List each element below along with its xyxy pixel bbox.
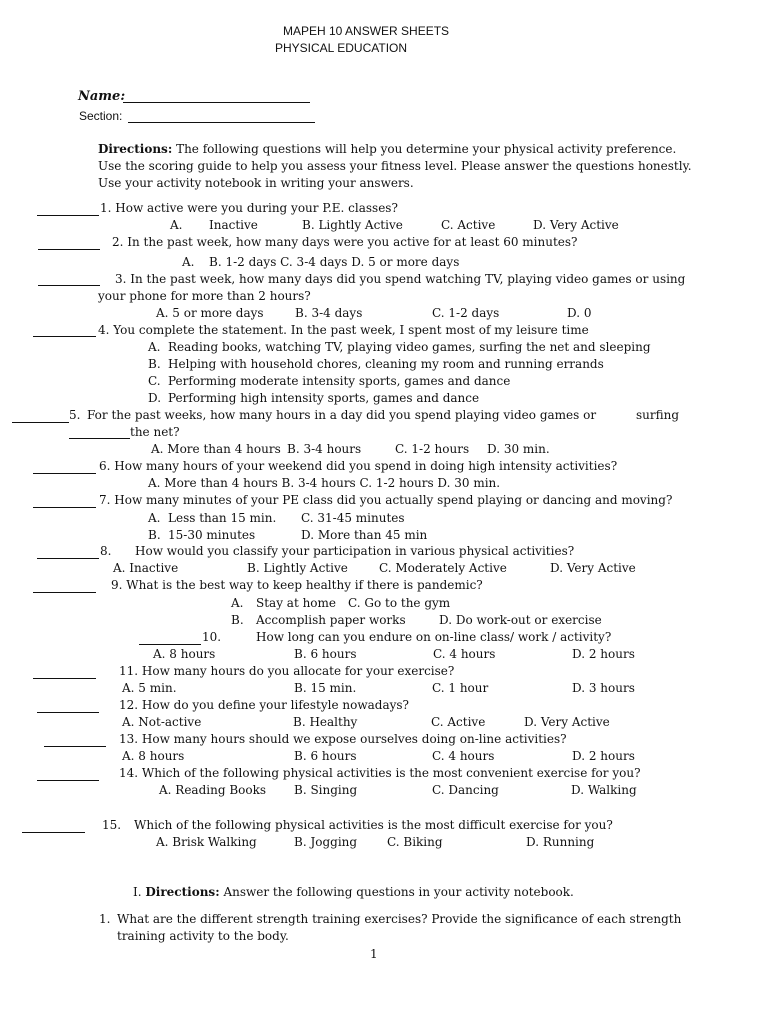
directions-line-3: Use your activity notebook in writing your answers. [98, 176, 414, 190]
question-8-number: 8. [100, 544, 112, 558]
q13-option-a: A. 8 hours [122, 749, 185, 763]
q14-option-d: D. Walking [571, 783, 637, 797]
directions-line-1: Directions: The following questions will help you determine your physical activity preference. [98, 142, 677, 156]
answer-blank-14[interactable] [37, 767, 99, 781]
q4-option-d-letter: D. [148, 391, 162, 405]
q10-option-a: A. 8 hours [153, 647, 216, 661]
question-5-end: surfing [636, 408, 680, 422]
q5-option-d: D. 30 min. [487, 442, 550, 456]
directions-line-2: Use the scoring guide to help you assess your fitness level. Please answer the questions honestly. [98, 159, 692, 173]
question-11: 11. How many hours do you allocate for your exercise? [119, 664, 455, 678]
page-number: 1 [370, 947, 378, 961]
q5-option-a: A. More than 4 hours [151, 442, 281, 456]
q1-option-d: D. Very Active [533, 218, 619, 232]
answer-blank-12[interactable] [37, 699, 99, 713]
q1-option-a-letter: A. [170, 218, 183, 232]
question-14: 14. Which of the following physical activities is the most convenient exercise for you? [119, 766, 641, 780]
answer-blank-5[interactable] [12, 409, 69, 423]
answer-blank-3[interactable] [38, 272, 100, 286]
q11-option-d: D. 3 hours [572, 681, 635, 695]
q7-option-b: 15-30 minutes [168, 528, 256, 542]
answer-blank-7[interactable] [33, 494, 96, 508]
q13-option-c: C. 4 hours [432, 749, 495, 763]
q3-option-d: D. 0 [567, 306, 592, 320]
question-8: How would you classify your participation in various physical activities? [135, 544, 575, 558]
question-10: How long can you endure on on-line class/ work / activity? [256, 630, 612, 644]
answer-blank-15[interactable] [22, 819, 85, 833]
section-2-item-line-1: What are the different strength training exercises? Provide the significance of each strength [117, 912, 682, 926]
q10-option-b: B. 6 hours [294, 647, 357, 661]
q4-option-a: Reading books, watching TV, playing video games, surfing the net and sleeping [168, 340, 651, 354]
question-15: Which of the following physical activities is the most difficult exercise for you? [134, 818, 613, 832]
q8-option-c: C. Moderately Active [379, 561, 507, 575]
q1-option-c: C. Active [441, 218, 496, 232]
q12-option-c: C. Active [431, 715, 486, 729]
directions-label: Directions: [98, 142, 173, 156]
q5-option-c: C. 1-2 hours [395, 442, 470, 456]
q9-option-a-letter: A. [231, 596, 244, 610]
section-2-item-line-2: training activity to the body. [117, 929, 289, 943]
question-5-number: 5. [69, 408, 81, 422]
q14-option-b: B. Singing [294, 783, 358, 797]
question-7: 7. How many minutes of your PE class did you actually spend playing or dancing and moving? [99, 493, 673, 507]
q11-option-a: A. 5 min. [122, 681, 177, 695]
q10-option-d: D. 2 hours [572, 647, 635, 661]
q4-option-a-letter: A. [148, 340, 161, 354]
q9-option-b: Accomplish paper works [256, 613, 406, 627]
q10-option-c: C. 4 hours [433, 647, 496, 661]
q4-option-c-letter: C. [148, 374, 161, 388]
q15-option-c: C. Biking [387, 835, 443, 849]
answer-blank-5b[interactable] [69, 425, 130, 439]
q4-option-b: Helping with household chores, cleaning my room and running errands [168, 357, 604, 371]
q9-option-b-letter: B. [231, 613, 244, 627]
answer-blank-13[interactable] [44, 733, 106, 747]
section-2-item-number: 1. [99, 912, 111, 926]
name-field[interactable] [123, 89, 310, 103]
question-3: 3. In the past week, how many days did you spend watching TV, playing video games or using [115, 272, 686, 286]
answer-blank-9[interactable] [33, 579, 96, 593]
question-15-number: 15. [102, 818, 122, 832]
q15-option-d: D. Running [526, 835, 595, 849]
q15-option-a: A. Brisk Walking [156, 835, 257, 849]
question-5-cont: the net? [130, 425, 180, 439]
q3-option-a: A. 5 or more days [156, 306, 264, 320]
q12-option-b: B. Healthy [293, 715, 358, 729]
question-9: 9. What is the best way to keep healthy if there is pandemic? [111, 578, 483, 592]
page-title: MAPEH 10 ANSWER SHEETS [283, 24, 450, 38]
q7-option-a-letter: A. [148, 511, 161, 525]
answer-blank-8[interactable] [37, 545, 99, 559]
q6-options: A. More than 4 hours B. 3-4 hours C. 1-2 hours D. 30 min. [148, 476, 501, 490]
question-5: For the past weeks, how many hours in a day did you spend playing video games or [87, 408, 597, 422]
q2-options: B. 1-2 days C. 3-4 days D. 5 or more days [209, 255, 460, 269]
q11-option-c: C. 1 hour [432, 681, 489, 695]
question-10-number: 10. [202, 630, 222, 644]
q8-option-a: A. Inactive [113, 561, 179, 575]
answer-blank-4[interactable] [33, 323, 96, 337]
q9-option-a: Stay at home [256, 596, 337, 610]
q7-option-b-letter: B. [148, 528, 161, 542]
q5-option-b: B. 3-4 hours [287, 442, 362, 456]
answer-blank-11[interactable] [33, 665, 96, 679]
q7-option-c: C. 31-45 minutes [301, 511, 405, 525]
section-2-directions: I. Directions: Answer the following questions in your activity notebook. [133, 885, 574, 899]
question-4: 4. You complete the statement. In the past week, I spent most of my leisure time [98, 323, 589, 337]
q4-option-d: Performing high intensity sports, games and dance [168, 391, 480, 405]
name-label: Name: [78, 89, 126, 104]
q9-option-c: C. Go to the gym [348, 596, 451, 610]
answer-blank-6[interactable] [33, 460, 96, 474]
q12-option-a: A. Not-active [122, 715, 202, 729]
page-subtitle: PHYSICAL EDUCATION [275, 41, 408, 55]
question-12: 12. How do you define your lifestyle nowadays? [119, 698, 409, 712]
q9-option-d: D. Do work-out or exercise [439, 613, 602, 627]
question-3-cont: your phone for more than 2 hours? [98, 289, 311, 303]
q8-option-d: D. Very Active [550, 561, 636, 575]
q14-option-c: C. Dancing [432, 783, 499, 797]
q13-option-d: D. 2 hours [572, 749, 635, 763]
q3-option-c: C. 1-2 days [432, 306, 500, 320]
section-label: Section: [79, 109, 123, 123]
q2-option-a-letter: A. [182, 255, 195, 269]
q12-option-d: D. Very Active [524, 715, 610, 729]
q4-option-b-letter: B. [148, 357, 161, 371]
q13-option-b: B. 6 hours [294, 749, 357, 763]
question-13: 13. How many hours should we expose ourselves doing on-line activities? [119, 732, 567, 746]
q1-option-a: Inactive [209, 218, 258, 232]
answer-blank-2[interactable] [38, 236, 100, 250]
q15-option-b: B. Jogging [294, 835, 358, 849]
answer-blank-1[interactable] [37, 202, 99, 216]
answer-blank-10[interactable] [139, 631, 201, 645]
section-field[interactable] [128, 109, 315, 123]
q14-option-a: A. Reading Books [159, 783, 267, 797]
question-2: 2. In the past week, how many days were you active for at least 60 minutes? [112, 235, 578, 249]
q3-option-b: B. 3-4 days [295, 306, 363, 320]
question-6: 6. How many hours of your weekend did you spend in doing high intensity activities? [99, 459, 618, 473]
q7-option-d: D. More than 45 min [301, 528, 428, 542]
q8-option-b: B. Lightly Active [247, 561, 348, 575]
question-1: 1. How active were you during your P.E. classes? [100, 201, 398, 215]
q4-option-c: Performing moderate intensity sports, games and dance [168, 374, 511, 388]
q1-option-b: B. Lightly Active [302, 218, 403, 232]
section-2-label: Directions: [145, 885, 220, 899]
q7-option-a: Less than 15 min. [168, 511, 277, 525]
q11-option-b: B. 15 min. [294, 681, 357, 695]
